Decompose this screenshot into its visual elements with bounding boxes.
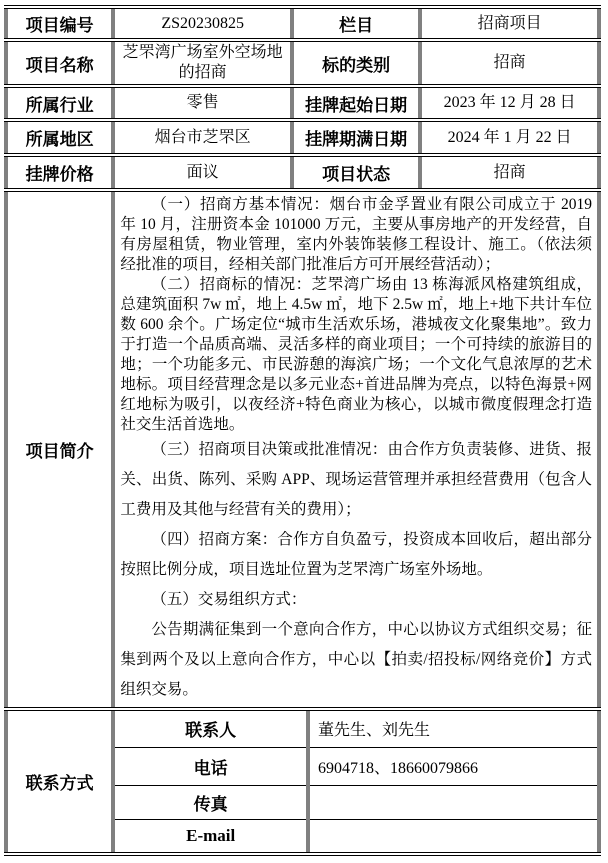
listing-category-label: 栏目 xyxy=(292,7,420,40)
industry-label: 所属行业 xyxy=(6,86,113,120)
row-listing-price xyxy=(6,155,599,190)
fax-label: 传真 xyxy=(113,785,308,819)
contact-person-value: 董先生、刘先生 xyxy=(308,709,599,747)
email-value xyxy=(308,819,599,854)
project-name-value: 芝罘湾广场室外空场地的招商 xyxy=(113,40,292,86)
email-label: E-mail xyxy=(113,819,308,854)
fax-value xyxy=(308,785,599,819)
subject-type-label: 标的类别 xyxy=(292,40,420,86)
intro-paragraph-5: （五）交易组织方式： xyxy=(151,591,307,608)
intro-paragraph-4: （四）招商方案：合作方自负盈亏，投资成本回收后，超出部分按照比例分成，项目选址位置为芝罘湾广场室外场地。 xyxy=(120,531,592,578)
row-contact-person xyxy=(6,709,599,747)
subject-type-value: 招商 xyxy=(420,40,599,86)
listing-start-date-value: 2023 年 12 月 28 日 xyxy=(420,86,599,120)
listing-end-date-value: 2024 年 1 月 22 日 xyxy=(420,120,599,155)
row-industry xyxy=(6,86,599,120)
contact-section-label: 联系方式 xyxy=(6,709,113,854)
row-project-number xyxy=(6,7,599,40)
project-name-label: 项目名称 xyxy=(6,40,113,86)
listing-start-date-label: 挂牌起始日期 xyxy=(292,86,420,120)
industry-value: 零售 xyxy=(113,86,292,120)
project-intro-text xyxy=(113,190,599,709)
intro-paragraph-1: （一）招商方基本情况：烟台市金孚置业有限公司成立于 2019 年 10 月，注册资本金 101000 万元，主要从事房地产的开发经营，自有房屋租赁，物业管理，室内外装饰装修工程设计、施工。（依法须经批准的项目，经相关部门批准后方可开展经营活动）； xyxy=(120,196,592,273)
intro-paragraph-3: （三）招商项目决策或批准情况：由合作方负责装修、进货、报关、出货、陈列、采购 APP、现场运营管理并承担经营费用（包含人工费用及其他与经营有关的费用）； xyxy=(120,441,592,518)
listing-price-label: 挂牌价格 xyxy=(6,155,113,190)
region-label: 所属地区 xyxy=(6,120,113,155)
project-status-value: 招商 xyxy=(420,155,599,190)
row-project-name xyxy=(6,40,599,86)
listing-price-value: 面议 xyxy=(113,155,292,190)
project-intro-label: 项目简介 xyxy=(6,190,113,709)
region-value: 烟台市芝罘区 xyxy=(113,120,292,155)
row-region xyxy=(6,120,599,155)
row-project-intro xyxy=(6,190,599,709)
intro-paragraph-2: （二）招商标的情况：芝罘湾广场由 13 栋海派风格建筑组成，总建筑面积 7w ㎡，地上 4.5w ㎡，地下 2.5w ㎡，地上+地下共计车位数 600 余个。广场定位“城市生活欢乐场，港城夜文化聚集地”。致力于打造一个品质高端、灵活多样的商业项目；一个可持续的旅游目的地；一个功能多元、市民游憩的海滨广场；一个文化气息浓厚的艺术地标。项目经营理念是以多元业态+首进品牌为亮点，以特色海景+网红地标为吸引，以夜经济+特色商业为核心，以城市微度假理念打造社交生活首选地。 xyxy=(120,276,592,433)
project-detail-table xyxy=(4,5,601,856)
listing-end-date-label: 挂牌期满日期 xyxy=(292,120,420,155)
phone-value: 6904718、18660079866 xyxy=(308,747,599,785)
phone-label: 电话 xyxy=(113,747,308,785)
intro-paragraph-6: 公告期满征集到一个意向合作方，中心以协议方式组织交易；征集到两个及以上意向合作方，中心以【拍卖/招投标/网络竞价】方式组织交易。 xyxy=(120,621,592,698)
project-number-value: ZS20230825 xyxy=(113,7,292,40)
contact-person-label: 联系人 xyxy=(113,709,308,747)
project-status-label: 项目状态 xyxy=(292,155,420,190)
project-number-label: 项目编号 xyxy=(6,7,113,40)
listing-category-value: 招商项目 xyxy=(420,7,599,40)
